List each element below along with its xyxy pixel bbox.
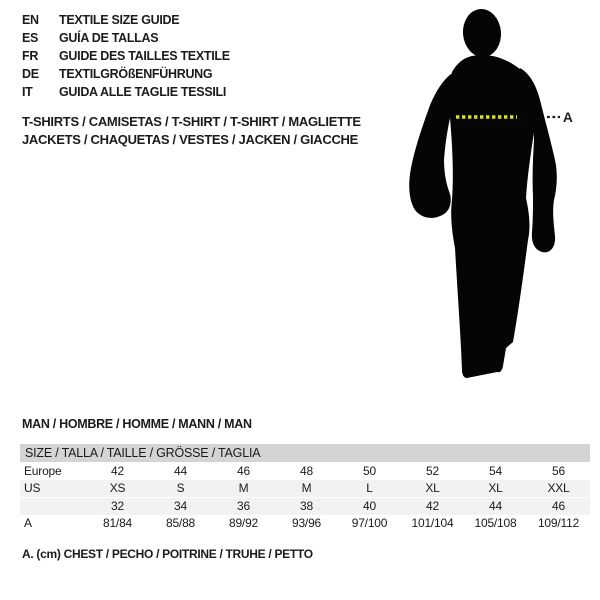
table-cell: 42 bbox=[426, 499, 439, 513]
table-cell: XL bbox=[425, 481, 440, 495]
table-row-europe bbox=[20, 463, 590, 480]
table-cell: 32 bbox=[111, 499, 124, 513]
language-code: IT bbox=[22, 85, 33, 99]
table-cell: 36 bbox=[237, 499, 250, 513]
language-code: FR bbox=[22, 49, 39, 63]
measurement-footnote: A. (cm) CHEST / PECHO / POITRINE / TRUHE / PETTO bbox=[22, 547, 313, 561]
table-cell: 42 bbox=[111, 464, 124, 478]
table-cell: 56 bbox=[552, 464, 565, 478]
chest-pointer-label: A bbox=[563, 110, 573, 125]
size-table bbox=[20, 444, 590, 532]
table-cell: 44 bbox=[174, 464, 187, 478]
category-line-tshirts: T-SHIRTS / CAMISETAS / T-SHIRT / T-SHIRT / MAGLIETTE bbox=[22, 114, 361, 129]
language-code: EN bbox=[22, 13, 39, 27]
table-cell: 52 bbox=[426, 464, 439, 478]
table-cell: XXL bbox=[547, 481, 570, 495]
row-label: A bbox=[24, 516, 32, 530]
language-row-de bbox=[22, 65, 230, 83]
table-cell: 97/100 bbox=[351, 516, 388, 530]
category-line-jackets: JACKETS / CHAQUETAS / VESTES / JACKEN / GIACCHE bbox=[22, 132, 358, 147]
language-code: DE bbox=[22, 67, 39, 81]
table-cell: 48 bbox=[300, 464, 313, 478]
language-row-it bbox=[22, 83, 230, 101]
table-row-chest bbox=[20, 515, 590, 532]
table-cell: 93/96 bbox=[291, 516, 322, 530]
language-row-fr bbox=[22, 47, 230, 65]
table-cell: 101/104 bbox=[411, 516, 454, 530]
table-cell: 85/88 bbox=[165, 516, 196, 530]
table-cell: S bbox=[176, 481, 185, 495]
row-label: Europe bbox=[24, 464, 62, 478]
table-cell: 40 bbox=[363, 499, 376, 513]
table-cell: 109/112 bbox=[537, 516, 580, 530]
table-cell: 54 bbox=[489, 464, 502, 478]
size-table-header: SIZE / TALLA / TAILLE / GRÖSSE / TAGLIA bbox=[20, 444, 590, 462]
language-title: TEXTILE SIZE GUIDE bbox=[59, 13, 180, 27]
silhouette-left-arm bbox=[409, 72, 458, 218]
table-cell: 46 bbox=[552, 499, 565, 513]
table-cell: 105/108 bbox=[474, 516, 517, 530]
table-cell: 50 bbox=[363, 464, 376, 478]
man-silhouette-svg bbox=[408, 5, 578, 390]
section-heading-man: MAN / HOMBRE / HOMME / MANN / MAN bbox=[22, 417, 252, 431]
table-cell: 46 bbox=[237, 464, 250, 478]
table-row-us-numeric bbox=[20, 497, 590, 515]
table-cell: 44 bbox=[489, 499, 502, 513]
language-row-en bbox=[22, 11, 230, 29]
language-row-es bbox=[22, 29, 230, 47]
table-cell: XS bbox=[109, 481, 126, 495]
language-list bbox=[22, 11, 230, 101]
row-label: US bbox=[24, 481, 41, 495]
table-cell: 38 bbox=[300, 499, 313, 513]
language-title: GUÍA DE TALLAS bbox=[59, 31, 159, 45]
table-cell: M bbox=[301, 481, 312, 495]
silhouette-body bbox=[450, 55, 538, 378]
man-silhouette-figure bbox=[408, 5, 578, 390]
table-cell: XL bbox=[488, 481, 503, 495]
language-title: GUIDE DES TAILLES TEXTILE bbox=[59, 49, 230, 63]
table-row-us bbox=[20, 480, 590, 497]
table-cell: 89/92 bbox=[228, 516, 259, 530]
table-cell: L bbox=[366, 481, 373, 495]
category-heading bbox=[22, 113, 361, 149]
table-cell: M bbox=[238, 481, 249, 495]
table-cell: 34 bbox=[174, 499, 187, 513]
language-title: GUIDA ALLE TAGLIE TESSILI bbox=[59, 85, 227, 99]
table-cell: 81/84 bbox=[102, 516, 133, 530]
silhouette-head bbox=[461, 7, 503, 58]
language-code: ES bbox=[22, 31, 39, 45]
language-title: TEXTILGRÖßENFÜHRUNG bbox=[59, 67, 213, 81]
